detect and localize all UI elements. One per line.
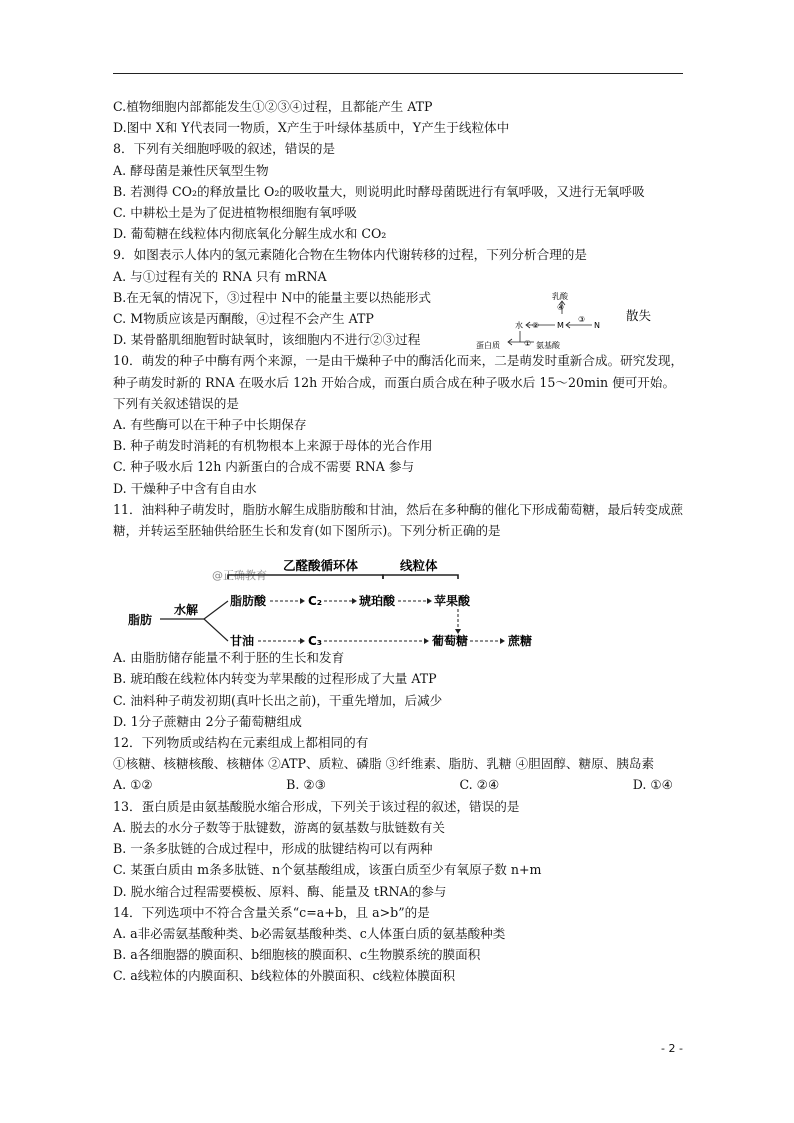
q11-diagram [128, 557, 558, 657]
q9-stem: 9．如图表示人体内的氢元素随化合物在生物体内代谢转移的过程，下列分析合理的是 [113, 247, 587, 263]
fat-label: 脂肪 [128, 613, 153, 627]
q10-option-c: C. 种子吸水后 12h 内新蛋白的合成不需要 RNA 参与 [113, 459, 415, 475]
arrow-head-succinate [352, 598, 357, 604]
arrow-head-glucose [424, 638, 429, 644]
malate-label: 苹果酸 [434, 594, 471, 608]
q13-option-c: C. 某蛋白质由 m条多肽链、n个氨基酸组成，该蛋白质至少有氧原子数 n+m [113, 862, 542, 878]
dissipate-label: 散失 [626, 308, 652, 323]
q7-option-d: D.图中 X和 Y代表同一物质，X产生于叶绿体基质中，Y产生于线粒体中 [113, 120, 510, 136]
branch-lines [204, 601, 228, 641]
q8-option-d: D. 葡萄糖在线粒体内彻底氧化分解生成水和 CO₂ [113, 226, 387, 242]
q12-option-d: D. ①④ [632, 777, 673, 793]
q14-stem: 14．下列选项中不符合含量关系“c=a+b，且 a>b”的是 [113, 904, 430, 920]
q8-option-b: B. 若测得 CO₂的释放量比 O₂的吸收量大，则说明此时酵母菌既进行有氧呼吸，又进行无氧呼吸 [113, 183, 645, 199]
n-label: N [594, 321, 600, 330]
q13-option-d: D. 脱水缩合过程需要模板、原料、酶、能量及 tRNA的参与 [113, 883, 447, 899]
q10-option-d: D. 干燥种子中含有自由水 [113, 480, 257, 496]
water-label: 水 [515, 321, 523, 330]
q12-option-c: C. ②④ [459, 777, 500, 793]
q8-stem: 8．下列有关细胞呼吸的叙述，错误的是 [113, 141, 336, 157]
q14-option-a: A. a非必需氨基酸种类、b必需氨基酸种类、c人体蛋白质的氨基酸种类 [113, 925, 506, 941]
glyoxylate-cycle-label: 乙醛酸循环体 [283, 558, 359, 573]
watermark: @正确教育 [212, 569, 267, 582]
q11-option-d: D. 1分子蔗糖由 2分子葡萄糖组成 [113, 713, 302, 729]
amino-acid-label: 氨基酸 [536, 341, 560, 350]
q11-option-c: C. 油料种子萌发初期(真叶长出之前)，干重先增加，后减少 [113, 692, 443, 708]
q9-diagram [476, 288, 652, 354]
q11-option-a: A. 由脂肪储存能量不利于胚的生长和发育 [113, 650, 345, 666]
step1-label: ① [524, 339, 532, 348]
q13-stem: 13．蛋白质是由氨基酸脱水缩合形成，下列关于该过程的叙述，错误的是 [113, 798, 520, 814]
arrow-head-malate [427, 598, 432, 604]
q8-option-c: C. 中耕松土是为了促进植物根细胞有氧呼吸 [113, 205, 357, 221]
q12-items: ①核糖、核糖核酸、核糖体 ②ATP、质粒、磷脂 ③纤维素、脂肪、乳糖 ④胆固醇、糖原、胰岛素 [113, 756, 655, 772]
q8-option-a: A. 酵母菌是兼性厌氧型生物 [113, 162, 269, 178]
q9-option-b: B.在无氧的情况下，③过程中 N中的能量主要以热能形式 [113, 289, 431, 305]
c3-label: C₃ [308, 634, 323, 648]
glucose-label: 葡萄糖 [432, 634, 469, 648]
mitochondrion-bracket [383, 575, 458, 579]
glycerol-label: 甘油 [230, 634, 255, 648]
q14-option-b: B. a各细胞器的膜面积、b细胞核的膜面积、c生物膜系统的膜面积 [113, 947, 481, 963]
q12-option-b: B. ②③ [286, 777, 326, 793]
step4-label: ④ [557, 303, 565, 312]
hydrolysis-label: 水解 [174, 603, 199, 617]
q13-option-b: B. 一条多肽链的合成过程中，形成的肽键结构可以有两种 [113, 841, 433, 857]
arrow-head-c3 [300, 638, 305, 644]
step2-label: ② [532, 321, 540, 330]
q12-stem: 12．下列物质或结构在元素组成上都相同的有 [113, 735, 369, 751]
q9-option-d: D. 某骨骼肌细胞暂时缺氧时，该细胞内不进行②③过程 [113, 332, 421, 348]
q14-option-c: C. a线粒体的内膜面积、b线粒体的外膜面积、c线粒体膜面积 [113, 968, 456, 984]
protein-label: 蛋白质 [476, 341, 500, 350]
fatty-acid-label: 脂肪酸 [230, 594, 267, 608]
c2-label: C₂ [308, 594, 323, 608]
step3-label: ③ [578, 315, 586, 324]
q7-option-c: C.植物细胞内部都能发生①②③④过程，且都能产生 ATP [113, 99, 433, 114]
q9-option-c: C. M物质应该是丙酮酸，④过程不会产生 ATP [113, 311, 374, 327]
header-rule [113, 73, 683, 74]
q12-options [113, 774, 673, 795]
arrow-head-c2 [300, 598, 305, 604]
q13-option-a: A. 脱去的水分子数等于肽键数，游离的氨基数与肽链数有关 [113, 819, 445, 835]
arrow-head-sucrose [500, 638, 505, 644]
m-label: M [557, 321, 564, 330]
lactic-acid-label: 乳酸 [552, 292, 568, 301]
sucrose-label: 蔗糖 [508, 634, 533, 648]
q10-stem: 10．萌发的种子中酶有两个来源，一是由干燥种子中的酶活化而来，二是萌发时重新合成。研究发现，种子萌发时新的 RNA 在吸水后 12h 开始合成，而蛋白质合成在种子吸水后 15～20min 便可开始。下列有关叙述错误的是 [113, 353, 684, 411]
page-number: - 2 - [661, 1042, 683, 1055]
question-text [113, 96, 687, 987]
q10-option-a: A. 有些酶可以在干种子中长期保存 [113, 417, 307, 433]
q10-option-b: B. 种子萌发时消耗的有机物根本上来源于母体的光合作用 [113, 438, 433, 454]
mitochondrion-label: 线粒体 [400, 558, 438, 573]
q11-option-b: B. 琥珀酸在线粒体内转变为苹果酸的过程形成了大量 ATP [113, 671, 437, 687]
succinate-label: 琥珀酸 [359, 594, 396, 608]
q9-option-a: A. 与①过程有关的 RNA 只有 mRNA [113, 268, 327, 284]
q12-option-a: A. ①② [113, 777, 153, 793]
q11-stem: 11．油料种子萌发时，脂肪水解生成脂肪酸和甘油，然后在多种酶的催化下形成葡萄糖，最后转变成蔗糖，并转运至胚轴供给胚生长和发育(如下图所示)。下列分析正确的是 [113, 501, 684, 539]
